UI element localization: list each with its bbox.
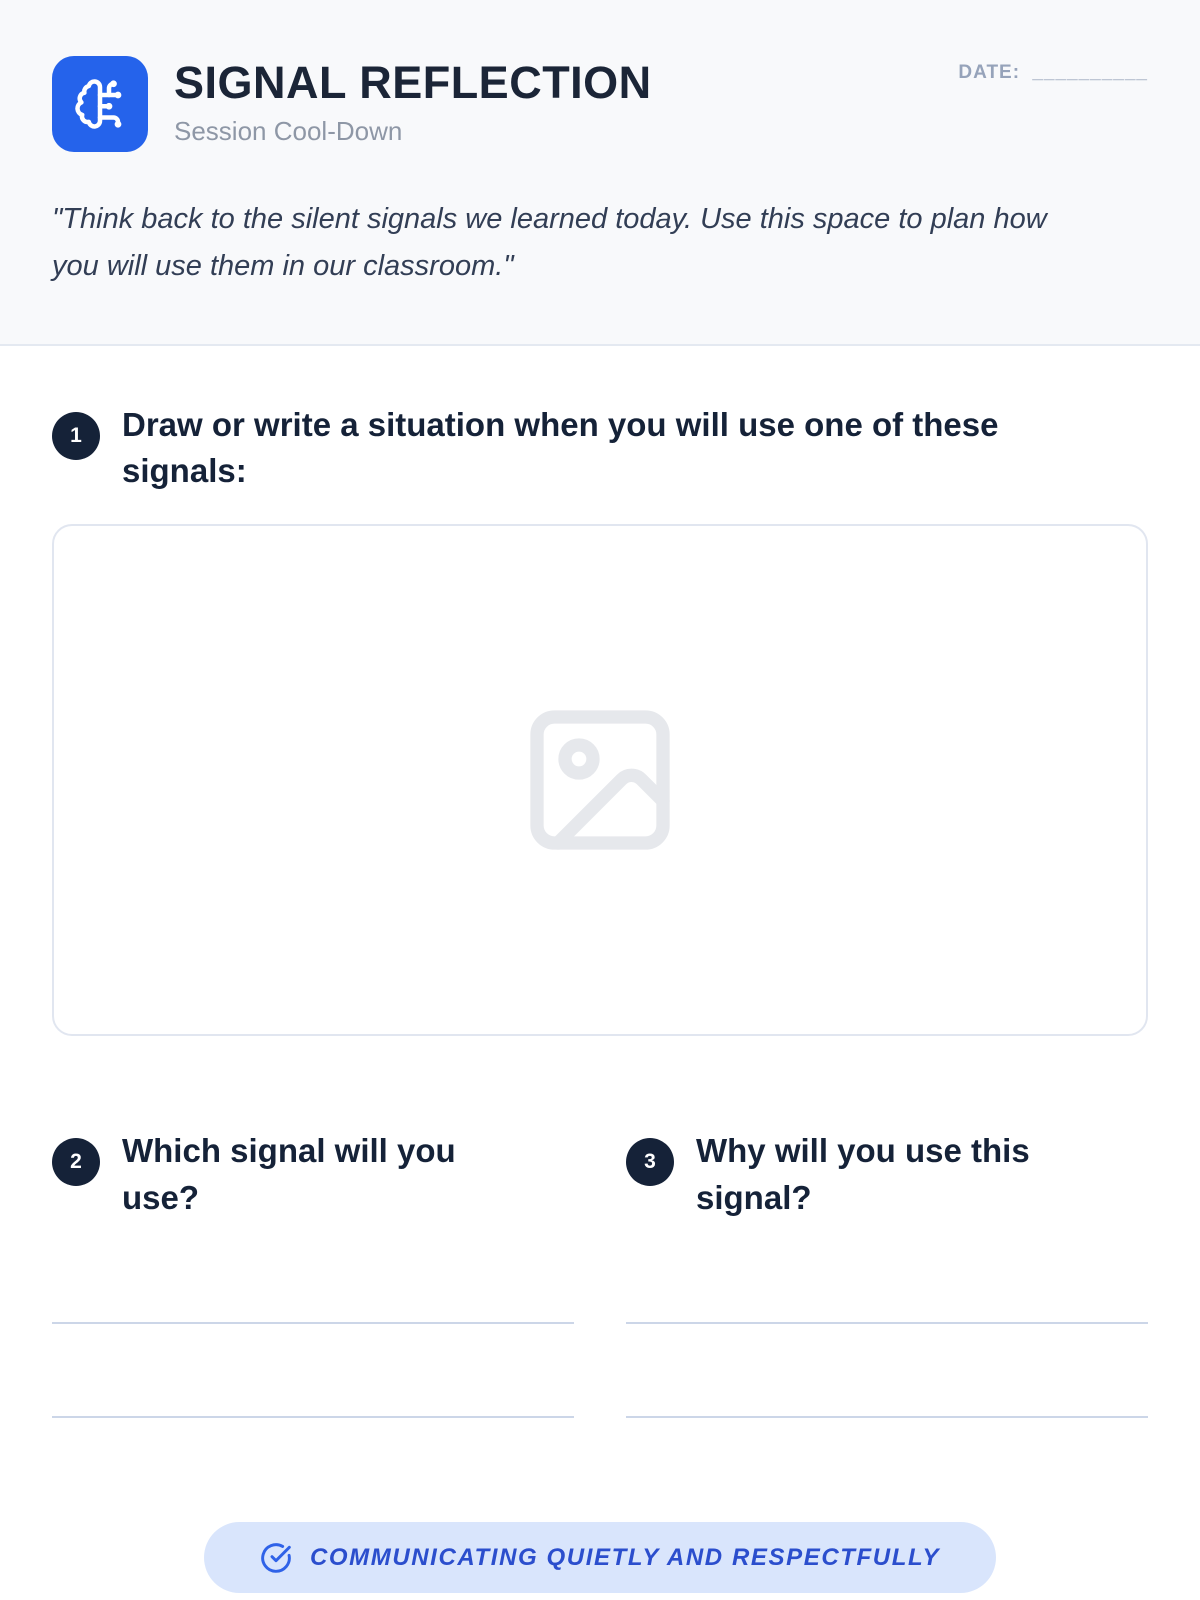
- section-2-write-line-1[interactable]: [52, 1322, 574, 1324]
- section-2-header: [52, 1128, 574, 1220]
- header-row: [52, 56, 1148, 152]
- section-3-header: [626, 1128, 1148, 1220]
- section-3: [626, 1128, 1148, 1418]
- footer: [0, 1522, 1200, 1593]
- section-1-header: [52, 402, 1148, 494]
- image-placeholder-icon: [516, 696, 684, 864]
- section-2-number-badge: 2: [52, 1138, 100, 1186]
- main-content: [0, 346, 1200, 1418]
- section-3-write-line-1[interactable]: [626, 1322, 1148, 1324]
- section-2-write-line-2[interactable]: [52, 1416, 574, 1418]
- section-1: [52, 402, 1148, 1036]
- page-subtitle: Session Cool-Down: [174, 115, 403, 146]
- section-1-number-badge: 1: [52, 412, 100, 460]
- section-2-prompt: Which signal will you use?: [122, 1132, 456, 1216]
- section-3-write-line-2[interactable]: [626, 1416, 1148, 1418]
- title-block: [174, 56, 652, 147]
- section-1-prompt: Draw or write a situation when you will use one of these signals:: [122, 406, 999, 490]
- instruction-quote: "Think back to the silent signals we learned today. Use this space to plan how you will use them in our classroom.": [52, 203, 1047, 282]
- date-label: DATE:: [958, 62, 1021, 83]
- answer-columns: [52, 1128, 1148, 1418]
- footer-badge: [204, 1522, 996, 1593]
- drawing-area[interactable]: [52, 524, 1148, 1036]
- section-3-number-badge: 3: [626, 1138, 674, 1186]
- circle-check-icon: [260, 1542, 292, 1574]
- header-band: [0, 0, 1200, 346]
- date-field[interactable]: [958, 62, 1148, 84]
- section-2: [52, 1128, 574, 1418]
- section-3-prompt: Why will you use this signal?: [696, 1132, 1030, 1216]
- date-blank[interactable]: __________: [1032, 62, 1148, 83]
- page-title: SIGNAL REFLECTION: [174, 57, 652, 108]
- footer-badge-label: COMMUNICATING QUIETLY AND RESPECTFULLY: [309, 1543, 941, 1571]
- brain-circuit-icon: [52, 56, 148, 152]
